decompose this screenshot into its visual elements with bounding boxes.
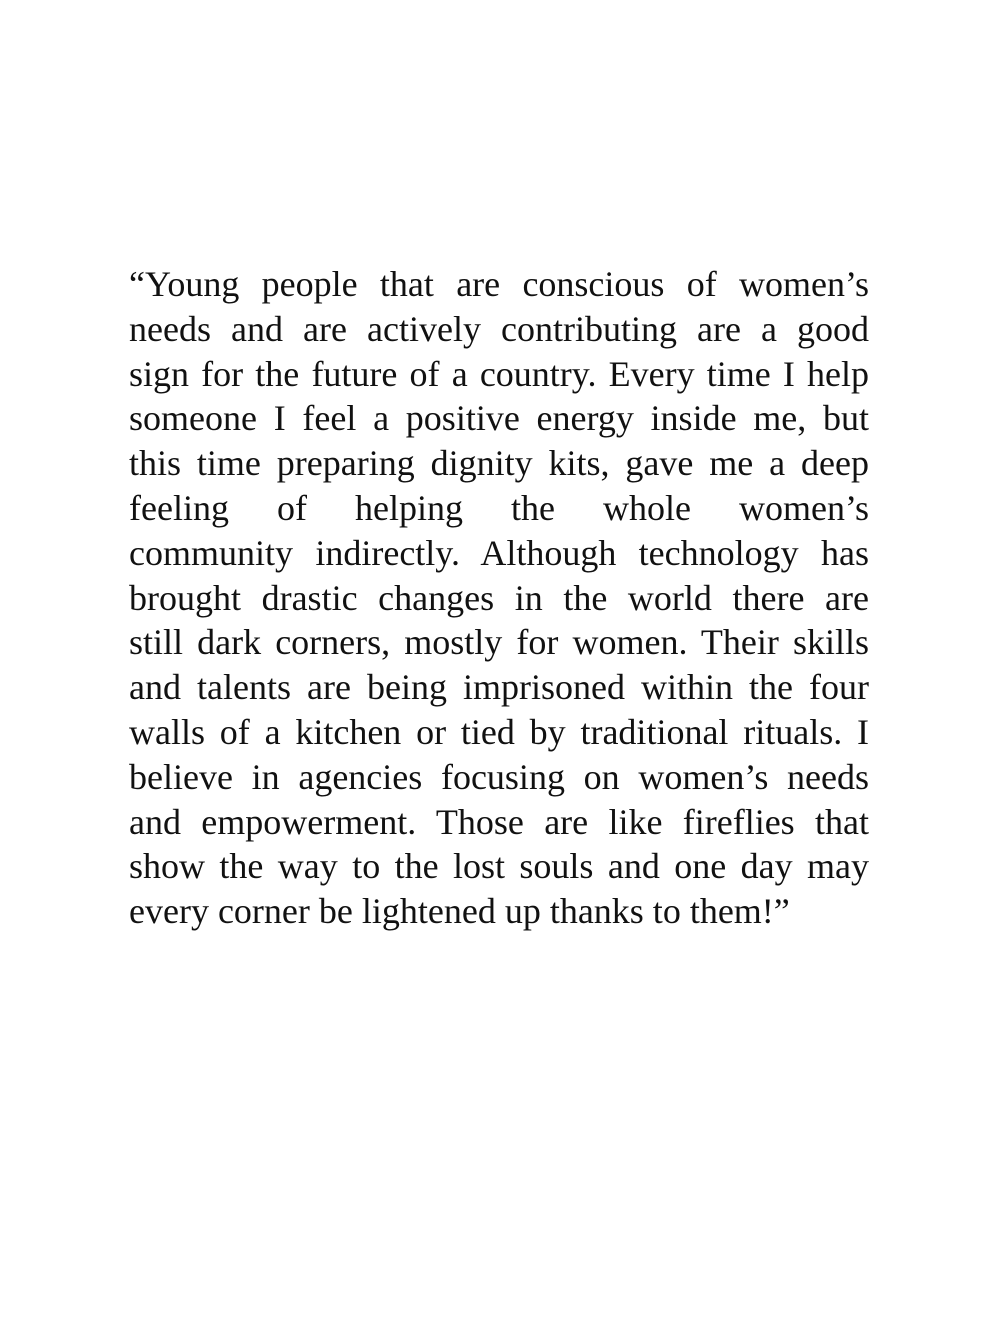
quote-line: walls of a kitchen or tied by traditional rituals. I [129,711,869,752]
quote-line: sign for the future of a country. Every time I help [129,353,869,394]
quote-line: believe in agencies focusing on women’s needs [129,756,869,797]
quote-line: still dark corners, mostly for women. Their skills [129,622,869,663]
quote-line: feeling of helping the whole women’s [129,487,869,528]
quote-line: and empowerment. Those are like fireflies that [129,801,869,842]
quote-block [129,262,869,934]
quote-line: someone I feel a positive energy inside me, but [129,398,869,439]
quote-line: brought drastic changes in the world there are [129,577,869,618]
quote-line: and talents are being imprisoned within the four [129,667,869,708]
quote-line: every corner be lightened up thanks to them!” [129,891,790,932]
quote-line: this time preparing dignity kits, gave me a deep [129,443,869,484]
quote-line: needs and are actively contributing are a good [129,308,869,349]
quote-line: “Young people that are conscious of women’s [129,264,869,304]
quote-line: community indirectly. Although technology has [129,532,869,573]
quote-line: show the way to the lost souls and one day may [129,846,869,887]
